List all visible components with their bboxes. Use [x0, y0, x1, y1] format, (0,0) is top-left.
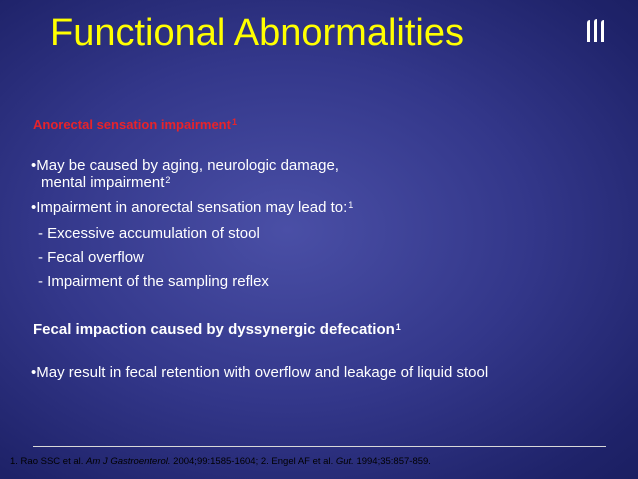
bullet-marker: •	[31, 157, 37, 174]
bullet-marker: •	[31, 199, 37, 216]
bullet-item	[31, 199, 353, 216]
bullet-item	[31, 364, 488, 381]
footnote-text: 2004;99:1585-1604; 2. Engel AF et al.	[170, 456, 336, 467]
slide-title: Functional Abnormalities	[50, 12, 464, 54]
sub-bullet-marker: -	[38, 225, 48, 242]
sub-bullet-text: Excessive accumulation of stool	[47, 225, 260, 242]
journal-name: Am J Gastroenterol.	[86, 456, 171, 467]
footnote-divider	[33, 446, 606, 447]
footnote-text: 1994;35:857-859.	[353, 456, 431, 467]
sub-bullet-item	[38, 225, 260, 242]
sub-bullet-marker: -	[38, 273, 48, 290]
reference-superscript: 2	[165, 175, 171, 185]
bullet-marker: •	[31, 364, 37, 381]
bullet-text: Impairment in anorectal sensation may lead to:	[36, 199, 348, 216]
sub-bullet-marker: -	[38, 249, 48, 266]
sub-bullet-text: Fecal overflow	[47, 249, 144, 266]
footnote-text: 1. Rao SSC et al.	[10, 456, 87, 467]
sub-bullet-item	[38, 249, 144, 266]
section-heading-impaction	[33, 321, 401, 338]
bullet-item	[31, 157, 339, 174]
footnote-references	[10, 456, 431, 467]
sub-bullet-item	[38, 273, 269, 290]
section-heading-text: Anorectal sensation impairment	[33, 117, 231, 132]
reference-superscript: 1	[395, 322, 401, 332]
bullet-item-continuation	[41, 174, 170, 191]
reference-superscript: 1	[348, 200, 354, 210]
bullet-text: May result in fecal retention with overflow and leakage of liquid stool	[36, 364, 489, 381]
section-heading-text: Fecal impaction caused by dyssynergic defecation	[33, 321, 395, 338]
bullet-text: mental impairment	[41, 174, 165, 191]
institution-logo-icon	[586, 18, 606, 44]
reference-superscript: 1	[231, 117, 237, 127]
bullet-text: May be caused by aging, neurologic damage,	[36, 157, 339, 174]
journal-name: Gut.	[335, 456, 354, 467]
section-heading-anorectal	[33, 117, 237, 132]
sub-bullet-text: Impairment of the sampling reflex	[47, 273, 269, 290]
